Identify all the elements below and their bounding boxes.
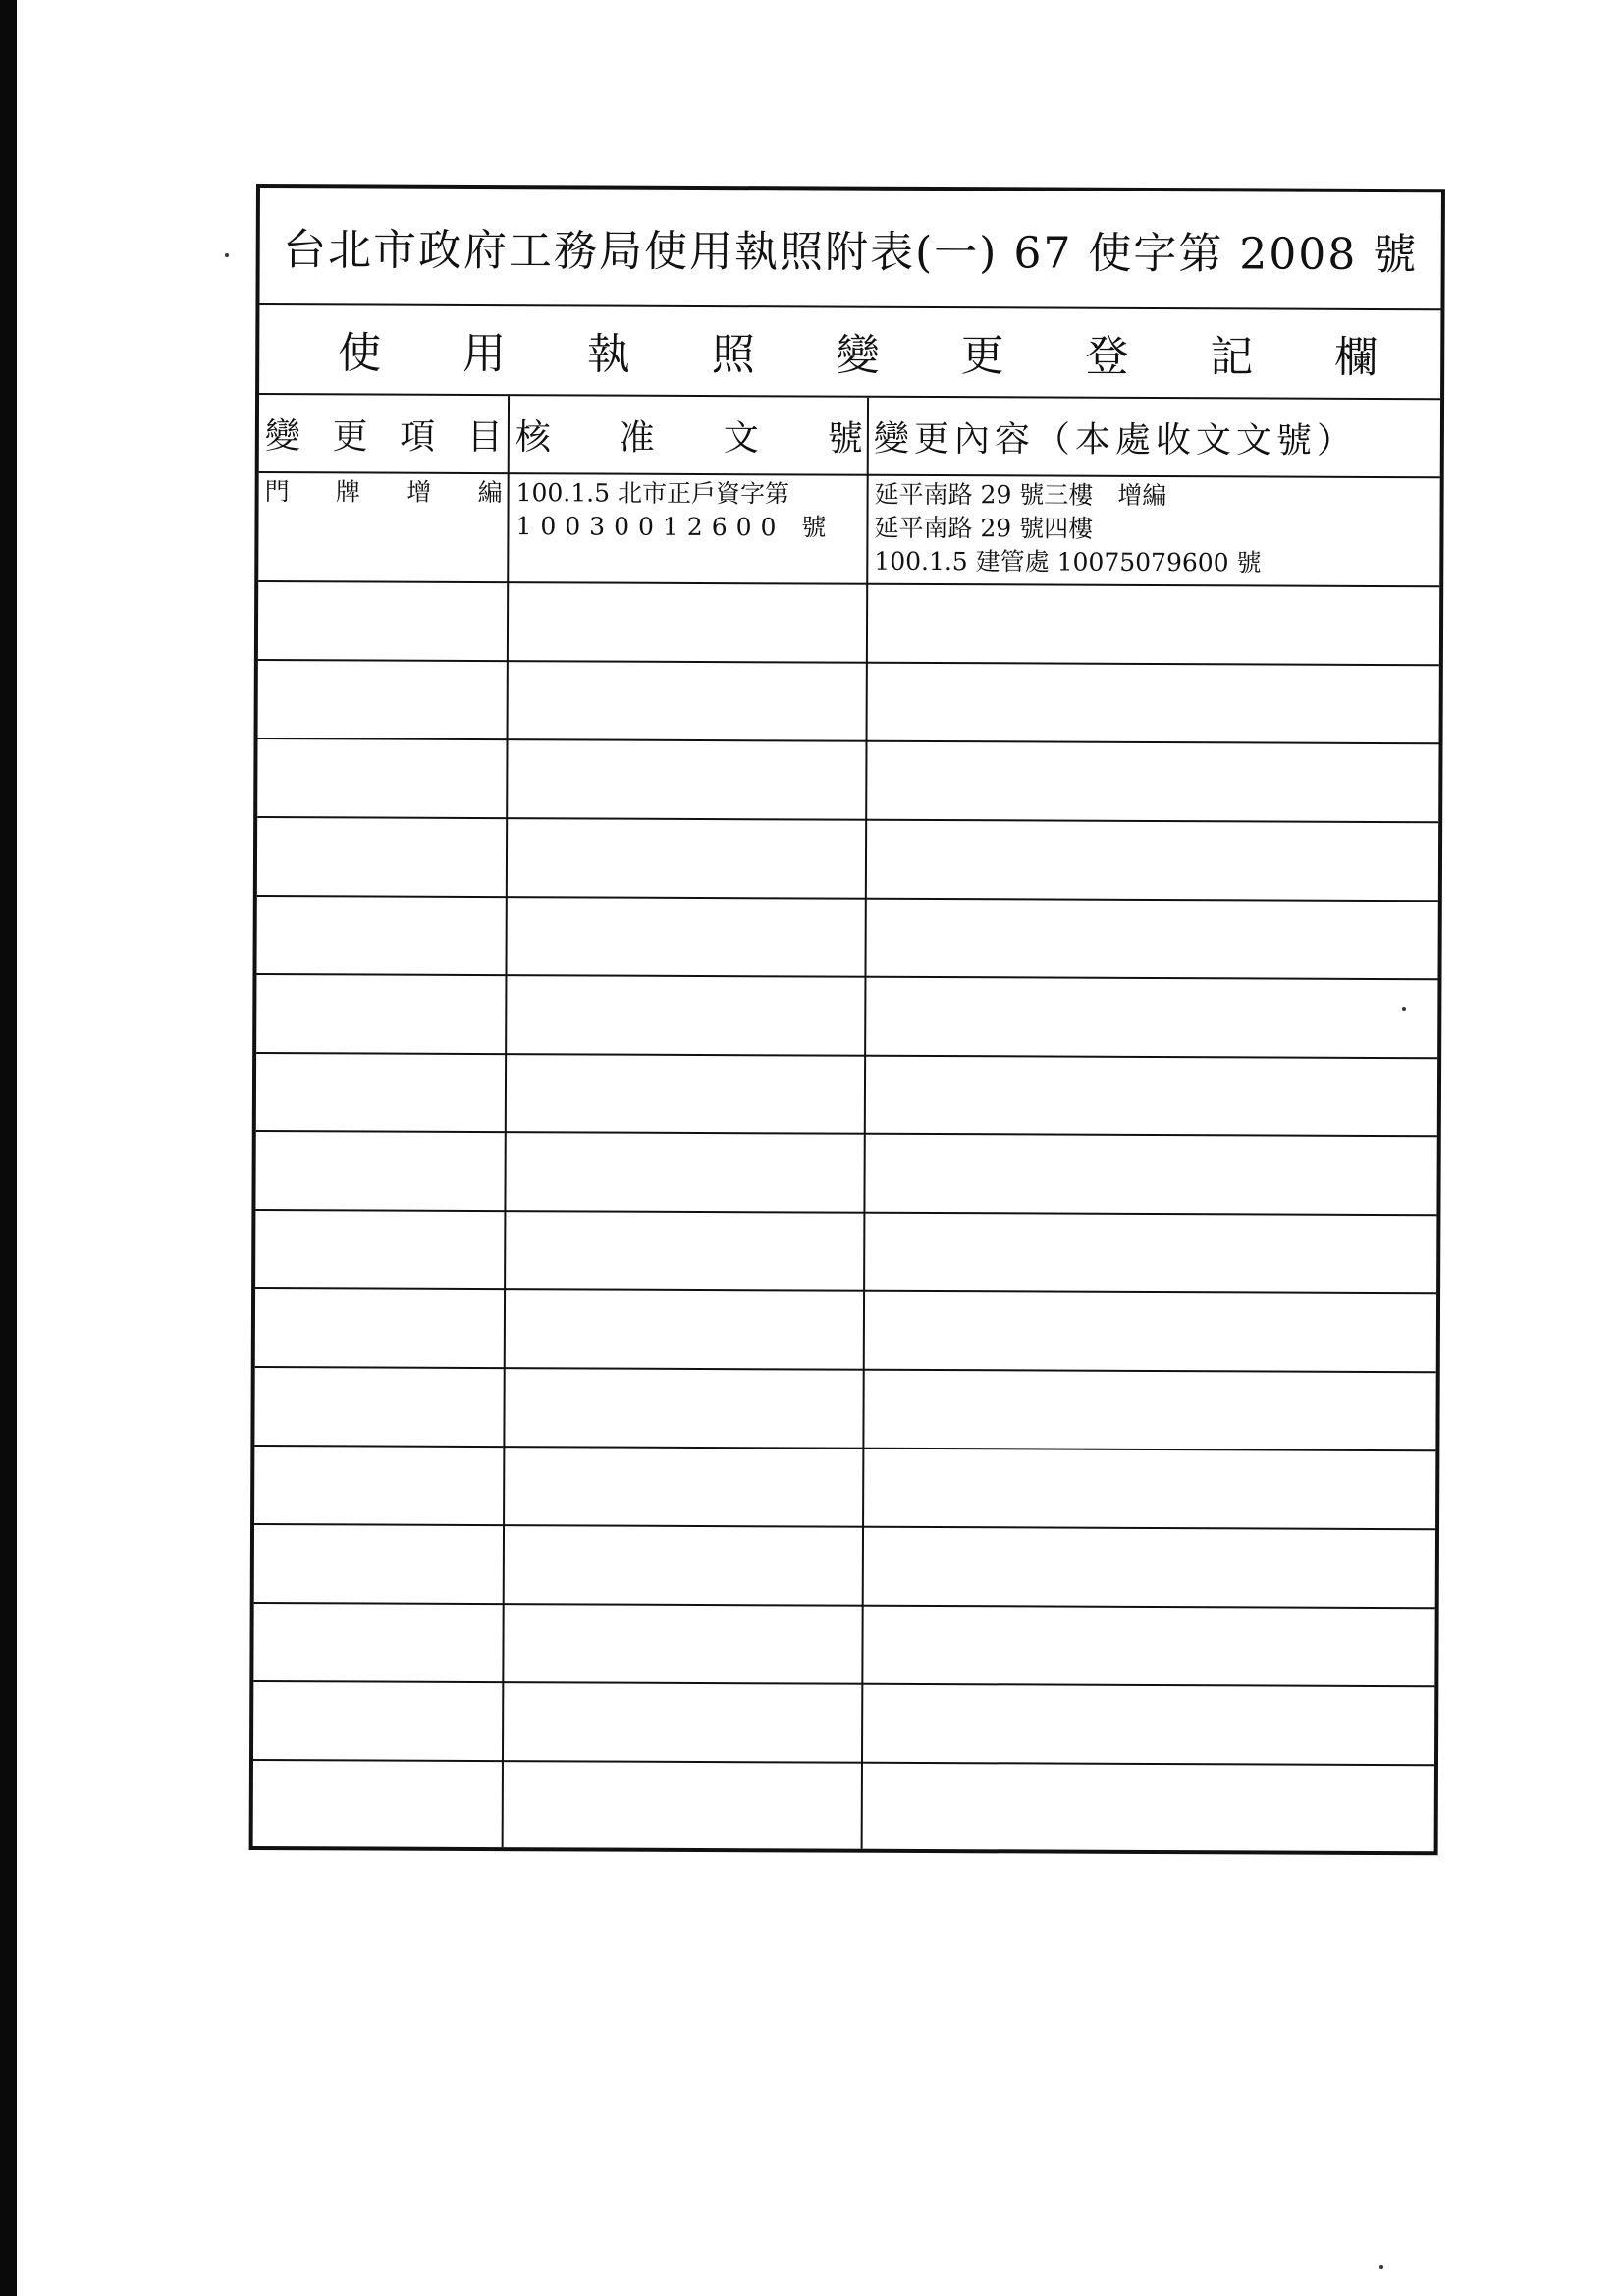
item-char: 門 [264,477,290,507]
column-divider [861,398,869,1849]
subtitle-char: 用 [462,328,507,379]
item-char: 牌 [335,477,361,507]
scan-speck [1379,2265,1383,2269]
entry-content-line3: 100.1.5 建管處 10075079600 號 [874,546,1262,577]
subtitle-char: 更 [960,330,1004,381]
scan-speck [225,253,229,257]
header-char: 文 [723,417,759,459]
row-divider [258,580,1439,587]
subtitle-char: 登 [1085,331,1129,382]
row-divider [256,973,1437,980]
subtitle-char: 使 [338,327,382,379]
entry-approval-line1: 100.1.5 北市正戶資字第 [515,478,790,509]
row-divider [256,1052,1437,1059]
entry-content-line1: 延平南路 29 號三樓 增編 [874,479,1167,511]
row-divider [253,1680,1434,1687]
header-char: 號 [827,418,863,460]
header-char: 核 [514,416,551,458]
scan-speck [1402,1007,1406,1011]
row-divider [254,1523,1435,1530]
column-divider [502,396,510,1847]
row-divider [255,1366,1436,1373]
entry-content-line2: 延平南路 29 號四樓 [874,513,1094,543]
row-divider [257,816,1438,823]
item-char: 增 [406,477,432,507]
header-char: 准 [619,417,655,459]
header-change-content: 變更內容（本處收文文號） [873,418,1357,462]
row-divider [255,1287,1436,1294]
row-divider [258,738,1439,744]
entry-approval-line2: 10030012600 號 [515,512,836,542]
header-approval-number [515,396,863,474]
form-title: 台北市政府工務局使用執照附表(一) 67 使字第 2008 號 [259,188,1441,310]
item-char: 編 [477,477,503,508]
row-divider [253,1759,1434,1766]
header-char: 變 [264,415,300,457]
row-divider [256,1130,1437,1137]
row-divider [254,1445,1435,1451]
header-change-item [265,395,503,472]
entry-item [265,475,503,510]
form-subtitle [259,303,1440,400]
scan-edge [0,0,17,2296]
subtitle-char: 記 [1210,331,1254,382]
subtitle-char: 照 [711,329,755,380]
row-divider [258,659,1439,666]
usage-license-appendix-form [249,184,1445,1855]
header-char: 更 [332,415,368,457]
subtitle-char: 執 [586,328,631,380]
subtitle-char: 欄 [1334,332,1378,383]
subtitle-char: 變 [836,330,880,381]
row-divider [257,895,1438,902]
row-divider [254,1602,1435,1609]
row-divider [255,1209,1436,1216]
header-char: 項 [400,416,436,458]
change-register-table [253,395,1440,1851]
header-char: 目 [466,416,503,458]
